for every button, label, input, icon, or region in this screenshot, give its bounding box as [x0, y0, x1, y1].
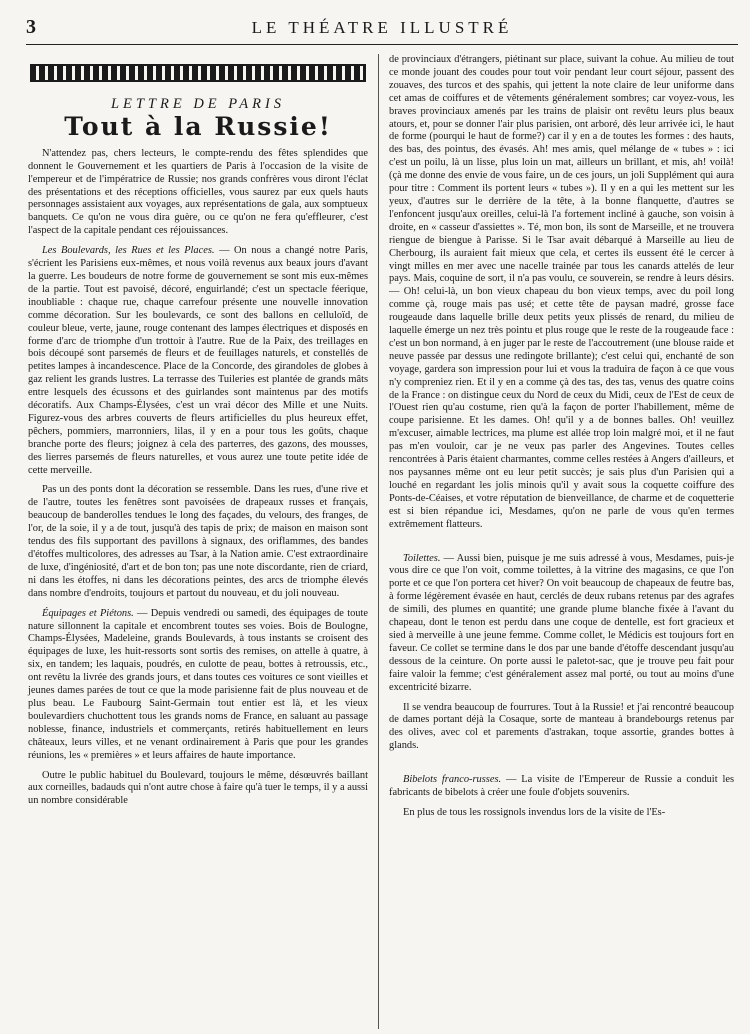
equipages-text: — Depuis vendredi ou samedi, des équipages de toute nature sillonnent la capitale et encombrent toutes ses voies. Bois de Boulogne, Champs-Élysées, Madeleine, grands Boulevards, à tous instants se croisent des équipages de luxe, les huit-ressorts sont sortis des remises, on attelle à quatre, à six, en tandem; les laquais, poudrés, en culotte de peau, bottes à retroussis, etc., ont revêtu la livrée des grands jours, et dans toutes ces voitures ce sont vieilles et jeunes dames parées de tout ce que la mode parisienne fait de plus nouveau et de plus beau. Le Faubourg Saint-Germain tout entier est là, et les vieux boulevardiers chuchottent tous les grands noms de France, en saluant au passage noblesse, finance, industriels et commerçants, retirés habituellement en leurs châteaux, leurs villes, et ne venant ordinairement à Paris que pour les grandes réunions, les « premières » et leurs affaires de haute importance. [28, 607, 368, 761]
section-title-toilettes: Toilettes. [403, 552, 441, 564]
page-number: 3 [26, 16, 36, 38]
equipages-paragraph [28, 608, 368, 763]
ponts-paragraph: Pas un des ponts dont la décoration se ressemble. Dans les rues, d'une rive et de l'autre, toutes les fenêtres sont pavoisées de drapeaux russes et français, beaucoup de banderolles tendues le long des façades, du velours, des franges, de l'or, de la soie, il y a de tout, jusqu'à des tapis de prix; de maison en maison sont tendus des fils supportant des pavillons à signaux, des oriflammes, des bandes d'étoffes multicolores, des adresses au Tsar, à la Nation amie. C'est extraordinaire de luxe, d'ingéniosité, d'art et de bon ton; pas une note discordante, rien de criard, ni dans les étoffes, ni dans les décorations peintes, des arcs de triomphe élevés dans nombre d'endroits, toujours et partout du nouveau, et du joli nouveau. [28, 484, 368, 599]
section-spacer [389, 760, 734, 774]
article-kicker: LETTRE DE PARIS [110, 96, 286, 112]
right-column [389, 54, 734, 827]
toilettes-paragraph [389, 553, 734, 695]
section-title-boulevards: Les Boulevards, les Rues et les Places. [42, 245, 215, 257]
page-header [26, 14, 738, 45]
section-spacer [389, 539, 734, 553]
bibelots-text: — La visite de l'Empereur de Russie a conduit les fabricants de bibelots à créer une foule d'objets souvenirs. [389, 774, 734, 799]
rossignols-paragraph: En plus de tous les rossignols invendus lors de la visite de l'Es- [403, 806, 666, 818]
boulevards-paragraph [28, 245, 368, 477]
article-title: Tout à la Russie! [64, 111, 332, 141]
intro-paragraph: N'attendez pas, chers lecteurs, le compte-rendu des fêtes splendides que donnent le Gouvernement et les quartiers de Paris à l'occasion de la visite de l'empereur et de l'impératrice de Russie; nos grands confrères vous diront l'éclat des présentations et des réceptions officielles, vous saurez par eux quels hauts personnages assistaient aux voyages, aux représentations de gala, aux somptueux banquets. Ce qu'on ne vous dira guère, ou ce qu'on ne fera qu'effleurer, c'est l'aspect de la capitale pendant ces réjouissances. [28, 147, 368, 237]
running-title: LE THÉATRE ILLUSTRÉ [251, 18, 513, 37]
left-column [28, 54, 368, 815]
fourrures-paragraph: Il se vendra beaucoup de fourrures. Tout à la Russie! et j'ai rencontré beaucoup de dames portant déjà la Cosaque, sorte de manteau à brandebourgs retenus par des olives, avec col et parements d'astrakan, toque assortie, grandes bottes à glands. [389, 701, 734, 752]
provinciaux-paragraph: de provinciaux d'étrangers, piétinant sur place, suivant la cohue. Au milieu de tout ce monde jouant des coudes pour tout voir pendant leur court séjour, passent des zouaves, des turcos et des spahis, qui jettent la note claire de leur uniforme dans cet amas de coiffures et de vêtements généralement sombres; car voyez-vous, les braves provinciaux amenés par les trains de plaisir ont revêtu leurs plus beaux atours, et, pour se donner l'air plus parisien, ont arboré, dès leur arrivée ici, le haut de forme (pourqui le haut de forme?) car il y en a de toutes les formes : des hauts, des bas, des pointus, des évasés. Ah! mes amis, quel mélange de « tubes » : ici c'est un poilu, là un lisse, plus loin un mat, ailleurs un brillant, et mis, ah! voilà! (çà me donne des envie de vous faire, un de ces jours, un joli Supplément qui aura pour titre : Comment ils portent leurs « tubes »). Il y en a qui les mettent sur les yeux, d'autres sur le derrière de la tête, à la bonne flanquette, d'autres se l'enfoncent jusqu'aux oreilles, celui-là l'a fortement incliné à gauche, son voisin à droite, en « casseur d'assiettes ». Té, mon bon, ils sont de Marseille, et ne trouvera riengue de biengue à Parisse. Si le Tsar avait débarqué à Marseille au lieu de Cherbourg, ils auraient fait mieux que cela, et certes ils eussent été le cercer à vingt milles en mer avec une nacelle trainée par tous les canards attelés de leur pays. Mais, coquine de sort, il n'a pas voulu, ce souverein, se rendre à leurs désirs. — Oh! celui-là, un bon vieux chapeau du bon vieux temps, avec du poil long comme çà, rouge mais pas usé; et cette tête de paysan madré, grosse face rougeaude dans laquelle brille deux petits yeux plissés de renard, du milieu de laquelle émerge un nez très pointu et plus rouge que le reste de la rougeaude face : c'est un bon normand, à en juger par le reste de l'accoutrement (une blouse raide et neuve passée par dessus une redingote brillante); c'est celui qui, enchanté de son voyage, gardera son impression pour lui et vous la traduira de façon à ce que vous n'y compreniez rien. Et il y en a comme çà des tas, des tas, venus des quatre coins de la France : on distingue ceux du Nord de ceux du Midi, ceux de l'Est de ceux de l'Ouest rien qu'au costume, rien qu'à la façon de porter l'habillement, même de coupe parisienne. Et les dames. Oh! qu'il y a de bonnes balles. Oh! veuillez m'excuser, aimable lectrices, ma plume est allée trop loin malgré moi, et il ne faut pas m'en vouloir, car je ne veux pas parler des Angevines. Toutes celles rencontrées à Paris étaient charmantes, comme celles restées à Angers d'ailleurs, et nos paysannes même ont eu leur petit succès; je sais plus d'un Parisien qui a louché en regardant les jolis minois qu'il y avait sous la coquette coiffure des Ponts-de-Céaises, et votre réputation de bienveillance, de charme et de coquetterie est si bien répandue ici, Mesdames, qu'on ne parle de vous qu'en termes extrêmement flatteurs. [389, 54, 734, 530]
decorative-border-ornament [30, 64, 366, 82]
column-divider [378, 54, 379, 1029]
toilettes-text: — Aussi bien, puisque je me suis adressé à vous, Mesdames, puis-je vous dire ce que l'on voit, comme toilettes, à la vitrine des magasins, ce que l'on porte et ce que l'on portera cet hiver? On voit beaucoup de chapeaux de feutre bas, à forme légèrement évasée en haut, cerclés de deux rubans retenus par des agrafes de similì, des plumes en quantité; une grande plume blanche fixée à l'avant du chapeau, dont le tenon est perdu dans une coque de dentelle, est fort gracieux et sied à merveille à une jeune femme. Comme collet, le Médicis est toujours fort en faveur. Ce collet se termine dans le dos par une bande d'étoffe descendant jusqu'au dessous de la ceinture. On porte aussi le paletot-sac, que je trouve peu fait pour faire valoir la femme; c'est généralement assez mal porté, ou tout au moins d'une excentricité bizarre. [389, 552, 734, 693]
boulevards-text: — On nous a changé notre Paris, s'écrient les Parisiens eux-mêmes, et nous voilà revenus aux beaux jours d'avant la guerre. Les boudeurs de notre forme de gouvernement se sont mis eux-mêmes de la partie. Tout est pavoisé, décoré, enguirlandé; c'est un spectacle féerique, inoubliable : chaque rue, chaque carrefour présente une nouvelle innovation comme décoration. Sur les boulevards, ce sont des ballons en celluloïd, de couleur bleue, verte, jaune, rouge contenant des lampes électriques et disposés en forme d'arc de triomphe d'un trottoir à l'autre. Rue de la Paix, des treillages en bois découpé sont parsemés de fleurs et de feuillages naturels, et constellés de petites lampes à incandescence. Place de la Concorde, des girandoles de globes à gaz relient les grands lustres. La terrasse des Tuileries est plantée de grands mâts entre lesquels des écussons et des guirlandes sont maintenus par des motifs décoratifs. Aux Champs-Élysées, c'est un vrai décor des Mille et une Nuits. Figurez-vous des arbres couverts de fleurs artificielles du plus heureux effet, pêchers, pommiers, marronniers, lilas, il y en a pour tous les goûts, chaque branche porte des fleurs; joignez à cela des parterres, des gazons, des mousses, des lierres parsemés de fleurs naturelles, et vous aurez une toute petite idée de cette merveille. [28, 245, 368, 476]
bibelots-paragraph [389, 774, 734, 800]
section-title-bibelots: Bibelots franco-russes. [403, 774, 502, 786]
section-title-equipages: Équipages et Piétons. [42, 607, 134, 619]
public-paragraph: Outre le public habituel du Boulevard, toujours le même, désœuvrés baillant aux corneilles, badauds qui n'ont autre chose à faire qu'à tuer le temps, il y a aussi un nombre considérable [28, 769, 368, 807]
